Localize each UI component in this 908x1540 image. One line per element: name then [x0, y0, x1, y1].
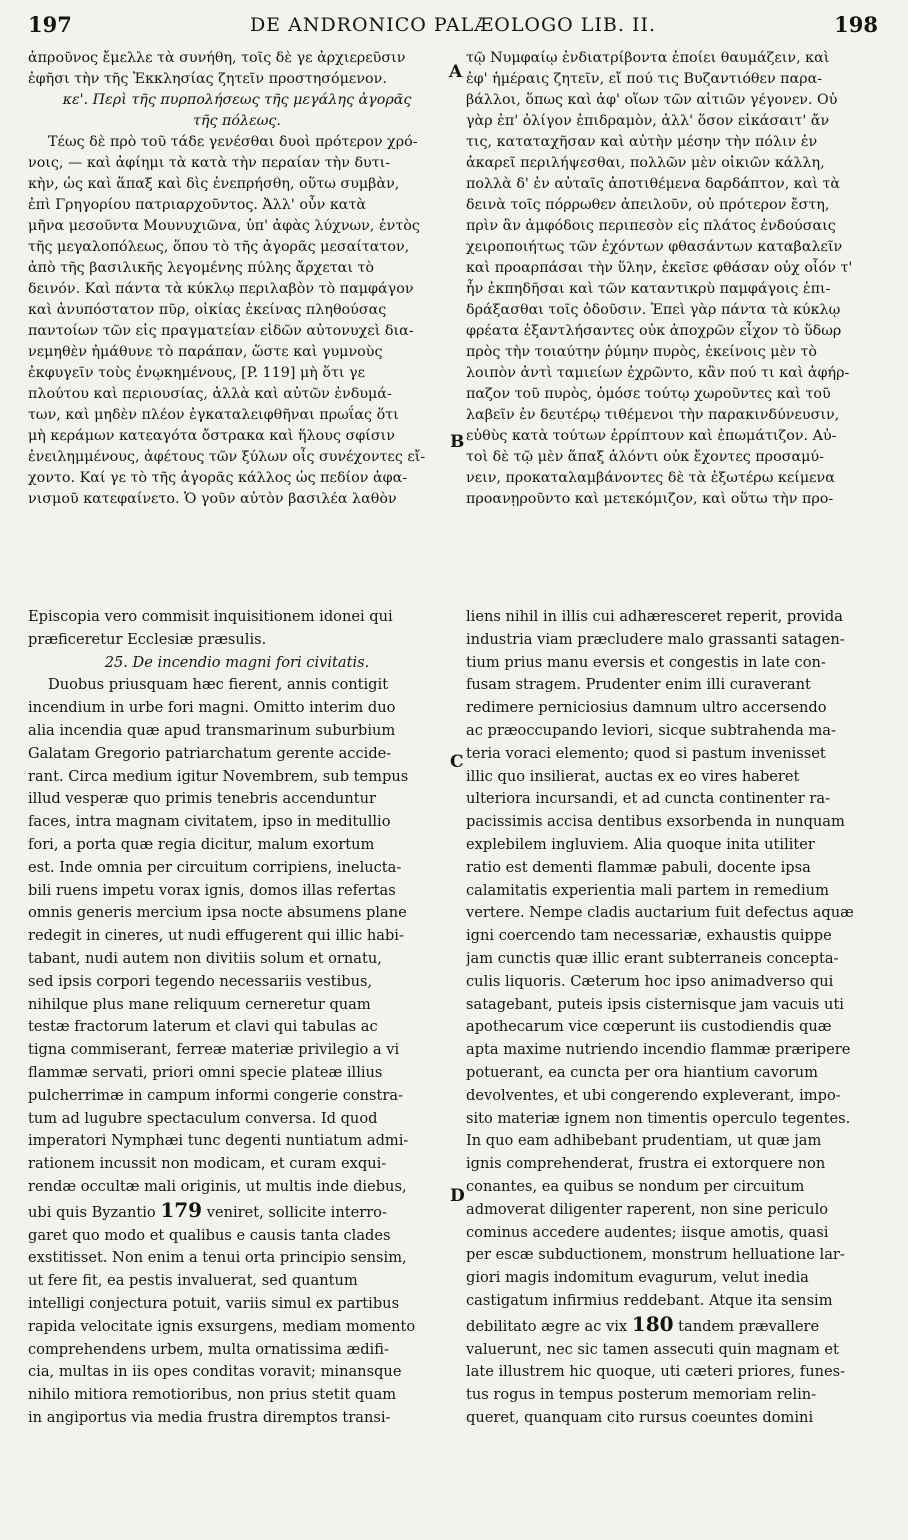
- text-line: ἀπὸ τῆς βασιλικῆς λεγομένης πύλης ἄρχεται τὸ: [28, 260, 374, 276]
- text-line: nihilo mitiora remotioribus, non prius stetit quam: [28, 1386, 397, 1404]
- text-line: culis liquoris. Cæterum hoc ipso animadverso qui: [466, 972, 834, 990]
- text-line: incendium in urbe fori magni. Omitto interim duo: [28, 699, 396, 717]
- text-line: apta maxime nutriendo incendio flammæ præripere: [466, 1041, 851, 1059]
- text-line: πρὶν ἂν ἀμφόδοις περιπεσὸν εἰς πλάτος ἐνδούσαις: [466, 218, 836, 234]
- text-line: tabant, nudi autem non divitiis solum et ornatu,: [28, 949, 382, 967]
- text-line: χειροποιήτως τῶν ἐχόντων φθασάντων καταβαλεῖν: [466, 239, 843, 255]
- text-line: παζον τοῦ πυρὸς, ὁμόσε τούτῳ χωροῦντες καὶ τοῦ: [466, 386, 831, 402]
- text-line: 25. De incendio magni fori civitatis.: [104, 653, 370, 671]
- text-line: pulcherrimæ in campum informi congerie constra-: [28, 1086, 404, 1104]
- margin-marker-b: B: [450, 432, 465, 452]
- text-line: explebilem ingluviem. Alia quoque inita utiliter: [466, 835, 815, 853]
- text-line: industria viam præcludere malo grassanti satagen-: [466, 630, 845, 648]
- text-line: τῷ Νυμφαίῳ ἐνδιατρίβοντα ἐποίει θαυμάζειν, καὶ: [466, 50, 830, 66]
- text-line: illic quo insilierat, auctas ex eo vires haberet: [466, 767, 800, 785]
- page-number-right: 198: [834, 12, 878, 37]
- greek-text-right-column: [466, 48, 878, 510]
- text-line: cominus accedere audentes; iisque amotis, quasi: [466, 1223, 829, 1241]
- text-line: Episcopia vero commisit inquisitionem idonei qui: [28, 608, 393, 625]
- text-line: liens nihil in illis cui adhæresceret reperit, provida: [466, 608, 843, 625]
- running-title: DE ANDRONICO PALÆOLOGO LIB. II.: [249, 14, 657, 36]
- text-line: Duobus priusquam hæc fierent, annis contigit: [48, 676, 389, 694]
- text-line: δράξασθαι τοῖς ὀδοῦσιν. Ἐπεὶ γὰρ πάντα τὰ κύκλῳ: [466, 302, 841, 318]
- margin-marker-c: C: [450, 752, 464, 772]
- text-line: κὴν, ὡς καὶ ἅπαξ καὶ δὶς ἐνεπρήσθη, οὕτω συμβὰν,: [28, 176, 400, 192]
- text-line: μῆνα μεσοῦντα Μουνυχιῶνα, ὑπ' ἀφὰς λύχνων, ἐντὸς: [28, 218, 420, 234]
- text-line: fori, a porta quæ regia dicitur, malum exortum: [28, 835, 375, 853]
- text-line: τις, καταταχῆσαν καὶ αὐτὴν μέσην τὴν πόλιν ἐν: [466, 134, 818, 150]
- text-line: fusam stragem. Prudenter enim illi curaverant: [466, 676, 811, 694]
- text-line: devolventes, et ubi congerendo expleverant, impo-: [466, 1086, 841, 1104]
- text-line: igni coercendo tam necessariæ, exhaustis quippe: [466, 927, 832, 945]
- text-line: redegit in cineres, ut nudi effugerent qui illic habi-: [28, 927, 404, 945]
- text-line: ubi quis Byzantio 179 veniret, sollicite interro-: [28, 1198, 387, 1222]
- text-line: ἐφ' ἡμέραις ζητεῖν, εἴ πού τις Βυζαντιόθεν παρα-: [466, 71, 823, 87]
- text-line: tus rogus in tempus posterum memoriam relin-: [466, 1386, 817, 1404]
- text-line: In quo eam adhibebant prudentiam, ut quæ jam: [466, 1132, 822, 1150]
- text-line: Τέως δὲ πρὸ τοῦ τάδε γενέσθαι δυοὶ πρότερον χρό-: [48, 134, 418, 150]
- text-line: λοιπὸν ἀντὶ ταμιείων ἐχρῶντο, κἂν πού τι καὶ ἀφήρ-: [466, 365, 850, 381]
- text-line: νισμοῦ κατεφαίνετο. Ὁ γοῦν αὐτὸν βασιλέα λαθὸν: [28, 491, 397, 507]
- text-line: castigatum infirmius reddebant. Atque ita sensim: [466, 1291, 833, 1309]
- text-line: teria voraci elemento; quod si pastum invenisset: [466, 744, 826, 762]
- text-line: ἐπὶ Γρηγορίου πατριαρχοῦντος. Ἀλλ' οὖν κατὰ: [28, 197, 367, 213]
- text-line: potuerant, ea cuncta per ora hiantium cavorum: [466, 1063, 818, 1081]
- text-line: comprehendens urbem, multa ornatissima ædifi-: [28, 1340, 389, 1358]
- text-line: ἀκαρεῖ περιλήψεσθαι, πολλῶν μὲν οἰκιῶν κάλλη,: [466, 155, 825, 171]
- text-line: rendæ occultæ mali originis, ut multis inde diebus,: [28, 1177, 407, 1195]
- text-line: illud vesperæ quo primis tenebris accenduntur: [28, 790, 376, 808]
- latin-text-right-column: [466, 606, 878, 1430]
- text-line: καὶ ἀνυπόστατον πῦρ, οἰκίας ἐκείνας πληθούσας: [28, 302, 387, 318]
- text-line: jam cunctis quæ illic erant subterraneis concepta-: [466, 949, 839, 967]
- text-line: alia incendia quæ apud transmarinum suburbium: [28, 721, 396, 739]
- text-line: apothecarum vice cœperunt iis custodiendis quæ: [466, 1018, 832, 1036]
- text-line: late illustrem hic quoque, uti cæteri priores, funes-: [466, 1363, 846, 1381]
- text-line: των, καὶ μηδὲν πλέον ἐγκαταλειφθῆναι πρωΐας ὅτι: [28, 407, 399, 423]
- text-line: νειν, προκαταλαμβάνοντες δὲ τὰ ἐξωτέρω κείμενα: [466, 470, 835, 486]
- text-line: τοὶ δὲ τῷ μὲν ἅπαξ ἁλόντι οὐκ ἔχοντες προσαμύ-: [466, 449, 824, 465]
- text-line: ἀπροῦνος ἔμελλε τὰ συνήθη, τοῖς δὲ γε ἀρχιερεῦσιν: [28, 50, 406, 66]
- text-line: rapida velocitate ignis exsurgens, mediam momento: [28, 1317, 416, 1335]
- text-line: πολλὰ δ' ἐν αὐταῖς ἀποτιθέμενα δαρδάπτον, καὶ τὰ: [466, 176, 841, 192]
- text-line: ἐφῆσι τὴν τῆς Ἐκκλησίας ζητεῖν προστησόμενον.: [28, 71, 387, 87]
- text-line: ἦν ἐκπηδῆσαι καὶ τῶν καταντικρὺ παμφάγοις ἐπι-: [466, 281, 831, 297]
- text-line: δεινὰ τοῖς πόρρωθεν ἀπειλοῦν, οὐ πρότερον ἔστη,: [466, 197, 830, 213]
- text-line: conantes, ea quibus se nondum per circuitum: [466, 1177, 805, 1195]
- text-line: Galatam Gregorio patriarchatum gerente accide-: [28, 744, 392, 762]
- text-line: καὶ προαρπάσαι τὴν ὕλην, ἐκεῖσε φθάσαν οὐχ οἷόν τ': [466, 260, 853, 276]
- text-line: χοντο. Καί γε τὸ τῆς ἀγορᾶς κάλλος ὡς πεδίον ἀφα-: [28, 470, 408, 486]
- text-line: sito materiæ ignem non timentis operculo tegentes.: [466, 1109, 851, 1127]
- text-line: πλούτου καὶ περιουσίας, ἀλλὰ καὶ αὐτῶν ἐνδυμά-: [28, 386, 392, 402]
- text-line: calamitatis experientia mali partem in remedium: [466, 881, 829, 899]
- text-line: cia, multas in iis opes conditas voravit; minansque: [28, 1363, 402, 1381]
- text-line: ut fere fit, ea pestis invaluerat, sed quantum: [28, 1272, 358, 1290]
- text-line: sed ipsis corpori tegendo necessariis vestibus,: [28, 972, 373, 990]
- text-line: tum ad lugubre spectaculum conversa. Id quod: [28, 1109, 378, 1127]
- text-line: pacissimis accisa dentibus exsorbenda in nunquam: [466, 813, 845, 831]
- text-line: δεινόν. Καὶ πάντα τὰ κύκλῳ περιλαβὸν τὸ παμφάγον: [28, 281, 414, 297]
- text-line: λαβεῖν ἐν δευτέρῳ τιθέμενοι τὴν παρακινδύνευσιν,: [466, 407, 840, 423]
- text-line: παντοίων τῶν εἰς πραγματείαν εἰδῶν αὐτονυχεὶ δια-: [28, 323, 414, 339]
- text-line: redimere perniciosius damnum ultro accersendo: [466, 699, 827, 717]
- margin-marker-a: A: [449, 62, 463, 82]
- text-line: omnis generis mercium ipsa nocte absumens plane: [28, 904, 407, 922]
- text-line: giori magis indomitum evagurum, velut inedia: [466, 1269, 809, 1287]
- page-number-left: 197: [28, 12, 72, 37]
- text-line: ἐκφυγεῖν τοὺς ἐνῳκημένους, [P. 119] μὴ ὅτι γε: [28, 365, 365, 381]
- text-line: tigna commiserant, ferreæ materiæ privilegio a vi: [28, 1041, 400, 1059]
- text-line: ignis comprehenderat, frustra ei extorquere non: [466, 1155, 826, 1173]
- latin-text-left-column: [28, 606, 446, 1430]
- text-line: τῆς μεγαλοπόλεως, ὅπου τὸ τῆς ἀγορᾶς μεσαίτατον,: [28, 239, 410, 255]
- text-line: rant. Circa medium igitur Novembrem, sub tempus: [28, 767, 409, 785]
- margin-marker-d: D: [450, 1186, 465, 1206]
- text-line: admoverat diligenter raperent, non sine periculo: [466, 1200, 829, 1218]
- greek-text-left-column: [28, 48, 446, 510]
- text-line: πρὸς τὴν τοιαύτην ῥύμην πυρὸς, ἐκείνοις μὲν τὸ: [466, 344, 818, 360]
- text-line: εὐθὺς κατὰ τούτων ἐρρίπτουν καὶ ἐπωμάτιζον. Αὐ-: [466, 428, 837, 444]
- text-line: bili ruens impetu vorax ignis, domos illas refertas: [28, 881, 396, 899]
- text-line: rationem incussit non modicam, et curam exqui-: [28, 1155, 387, 1173]
- text-line: νοις, — καὶ ἀφίημι τὰ κατὰ τὴν περαίαν τὴν δυτι-: [28, 155, 391, 171]
- text-line: debilitato ægre ac vix 180 tandem prævallere: [466, 1312, 820, 1336]
- page-reference-number: 180: [631, 1312, 674, 1336]
- page-reference-number: 179: [160, 1198, 203, 1222]
- text-line: vertere. Nempe cladis auctarium fuit defectus aquæ: [466, 904, 854, 922]
- text-line: per escæ subductionem, monstrum helluatione lar-: [466, 1246, 845, 1264]
- text-line: βάλλοι, ὅπως καὶ ἀφ' οἵων τῶν αἰτιῶν γέγονεν. Οὐ: [466, 92, 838, 108]
- text-line: τῆς πόλεως.: [193, 113, 281, 129]
- text-line: γὰρ ἐπ' ὀλίγον ἐπιδραμὸν, ἀλλ' ὅσον εἰκάσαιτ' ἄν: [466, 113, 830, 129]
- text-line: κε'. Περὶ τῆς πυρπολήσεως τῆς μεγάλης ἀγορᾶς: [62, 92, 412, 108]
- text-line: ac præoccupando leviori, sicque subtrahenda ma-: [466, 721, 836, 739]
- text-line: faces, intra magnam civitatem, ipso in meditullio: [28, 813, 391, 831]
- text-line: præficeretur Ecclesiæ præsulis.: [28, 630, 267, 648]
- text-line: ulteriora incursandi, et ad cuncta continenter ra-: [466, 790, 831, 808]
- text-line: imperatori Nymphæi tunc degenti nuntiatum admi-: [28, 1132, 409, 1150]
- text-line: ἐνειλημμένους, ἀφέτους τῶν ξύλων οἷς συνέχοντες εἴ-: [28, 449, 426, 465]
- running-header: [28, 12, 878, 42]
- text-line: tium prius manu eversis et congestis in late con-: [466, 653, 826, 671]
- text-line: valuerunt, nec sic tamen assecuti quin magnam et: [466, 1340, 839, 1358]
- text-line: satagebant, puteis ipsis cisternisque jam vacuis uti: [466, 995, 844, 1013]
- text-line: προανῃροῦντο καὶ μετεκόμιζον, καὶ οὕτω τὴν προ-: [466, 491, 834, 507]
- text-line: ratio est dementi flammæ pabuli, docente ipsa: [466, 858, 811, 876]
- text-line: μὴ κεράμων κατεαγότα ὄστρακα καὶ ἥλους σφίσιν: [28, 428, 395, 444]
- text-line: queret, quanquam cito rursus coeuntes domini: [466, 1408, 814, 1426]
- text-line: intelligi conjectura potuit, variis simul ex partibus: [28, 1294, 400, 1312]
- text-line: testæ fractorum laterum et clavi qui tabulas ac: [28, 1018, 378, 1036]
- text-line: est. Inde omnia per circuitum corripiens, ineluctа-: [28, 858, 402, 876]
- text-line: νεμηθὲν ἠμάθυνε τὸ παράπαν, ὥστε καὶ γυμνοὺς: [28, 344, 383, 360]
- text-line: garet quo modo et qualibus e causis tanta clades: [28, 1226, 391, 1244]
- text-line: exstitisset. Non enim a tenui orta principio sensim,: [28, 1249, 407, 1267]
- text-line: flammæ servati, priori omni specie plateæ illius: [28, 1063, 383, 1081]
- text-line: nihilque plus mane reliquum cerneretur quam: [28, 995, 371, 1013]
- text-line: φρέατα ἐξαντλήσαντες οὐκ ἀποχρῶν εἶχον τὸ ὕδωρ: [466, 323, 842, 339]
- text-line: in angiportus via media frustra diremptos transi-: [28, 1408, 391, 1426]
